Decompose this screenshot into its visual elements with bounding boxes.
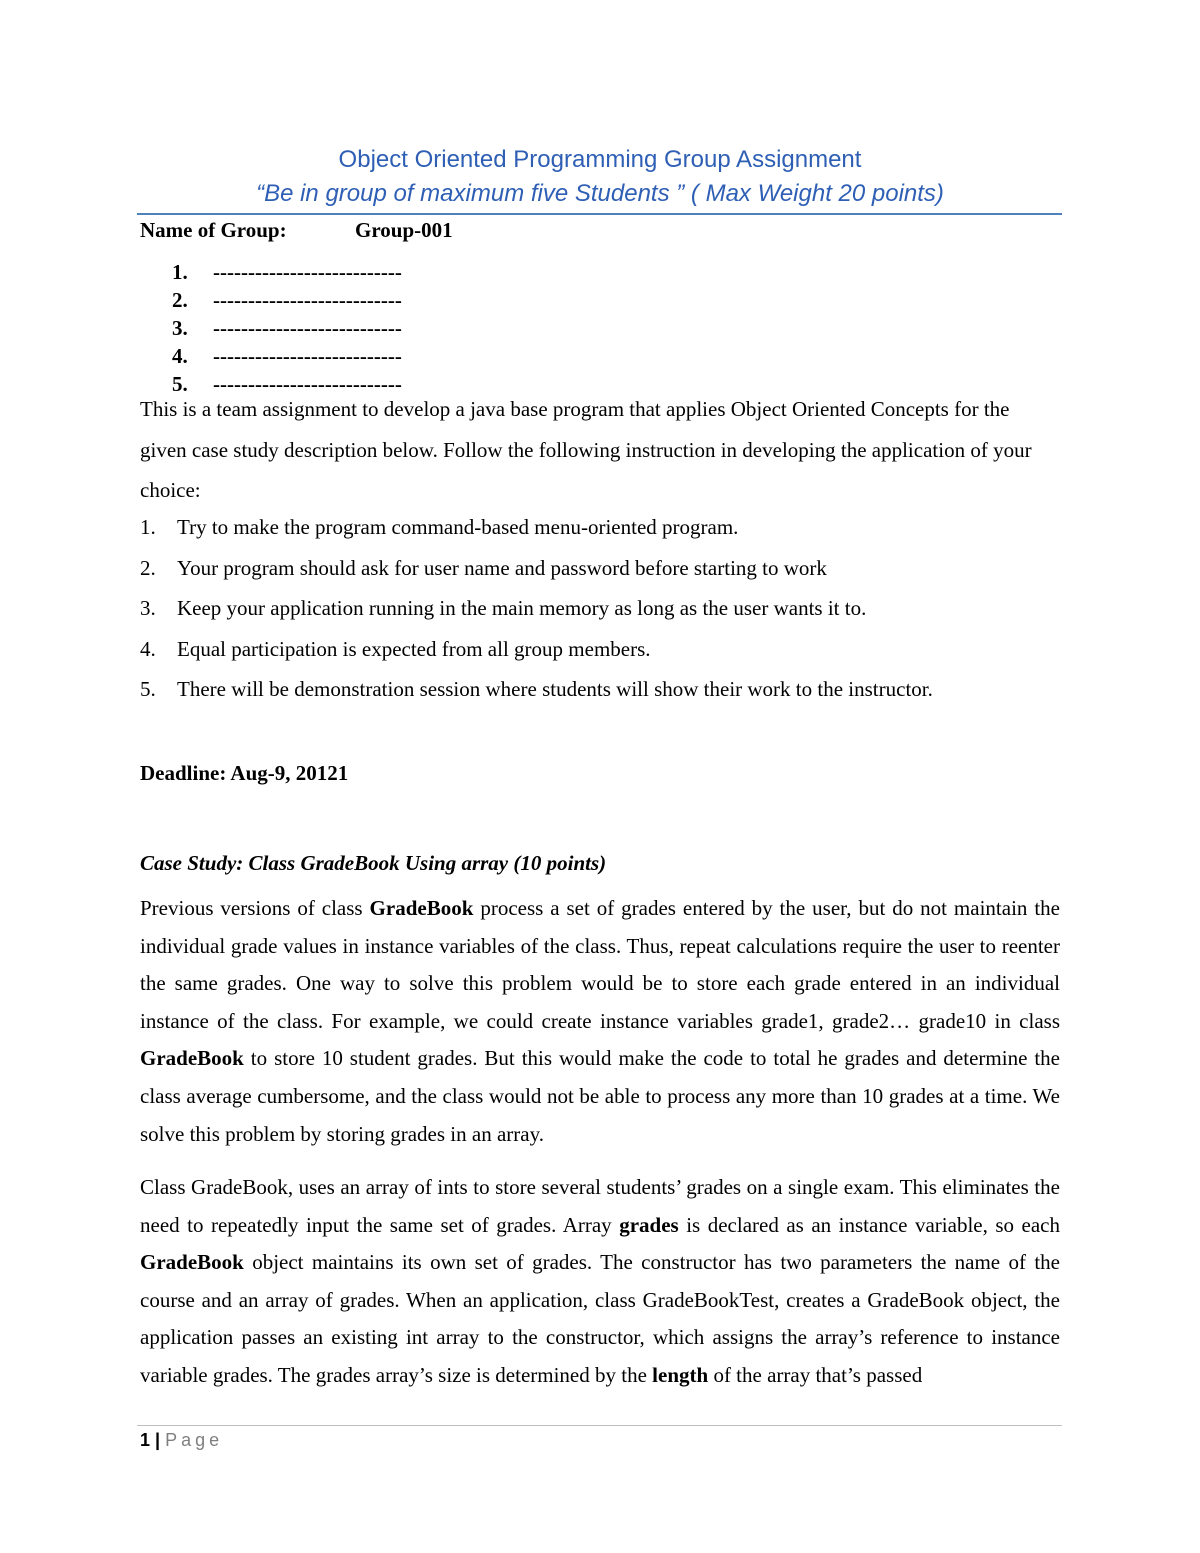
member-line: 5. --------------------------- xyxy=(172,372,402,396)
member-line: 4. --------------------------- xyxy=(172,344,402,368)
group-member-list xyxy=(172,258,402,398)
instruction-item: 1. Try to make the program command-based menu-oriented program. xyxy=(140,515,739,539)
instruction-item: 3. Keep your application running in the main memory as long as the user wants it to. xyxy=(140,596,867,620)
case-study-heading: Case Study: Class GradeBook Using array (10 points) xyxy=(140,851,607,875)
page-label: Page xyxy=(165,1430,224,1450)
group-name-value: Group-001 xyxy=(355,218,453,242)
page-footer xyxy=(140,1430,223,1451)
footer-divider xyxy=(137,1425,1062,1426)
member-line: 2. --------------------------- xyxy=(172,288,402,312)
document-title: Object Oriented Programming Group Assignment xyxy=(338,146,862,173)
group-name-label: Name of Group: xyxy=(140,218,287,242)
page-number: 1 xyxy=(140,1430,151,1450)
instruction-item: 4. Equal participation is expected from all group members. xyxy=(140,636,651,661)
group-name-line xyxy=(140,218,453,243)
intro-paragraph: This is a team assignment to develop a java base program that applies Object Oriented Concepts for the given case study description below. Follow the following instruction in developing the application of your choice: xyxy=(140,397,1032,502)
instruction-item: 2. Your program should ask for user name and password before starting to work xyxy=(140,555,827,580)
case-study-paragraph-1: Previous versions of class GradeBook process a set of grades entered by the user, but do not maintain the individual grade values in instance variables of the class. Thus, repeat calculations require the user to reenter the same grades. One way to solve this problem would be to store each grade entered in an individual instance of the class. For example, we could create instance variables grade1, grade2… grade10 in class GradeBook to store 10 student grades. But this would make the code to total he grades and determine the class average cumbersome, and the class would not be able to process any more than 10 grades at a time. We solve this problem by storing grades in an array. xyxy=(140,896,1061,1146)
instruction-item: 5. There will be demonstration session where students will show their work to the instructor. xyxy=(140,677,933,701)
instruction-list xyxy=(140,507,933,710)
deadline: Deadline: Aug-9, 20121 xyxy=(140,761,349,785)
footer-separator: | xyxy=(155,1430,161,1450)
case-study-paragraph-2: Class GradeBook, uses an array of ints to store several students’ grades on a single exam. This eliminates the need to repeatedly input the same set of grades. Array grades is declared as an instance variable, so each GradeBook object maintains its own set of grades. The constructor has two parameters the name of the course and an array of grades. When an application, class GradeBookTest, creates a GradeBook object, the application passes an existing int array to the constructor, which assigns the array’s reference to instance variable grades. The grades array’s size is determined by the length of the array that’s passed xyxy=(140,1175,1061,1387)
title-divider xyxy=(137,213,1062,215)
member-line: 3. --------------------------- xyxy=(172,316,402,340)
member-line: 1. --------------------------- xyxy=(172,260,402,284)
document-subtitle: “Be in group of maximum five Students ” ( Max Weight 20 points) xyxy=(256,180,944,207)
